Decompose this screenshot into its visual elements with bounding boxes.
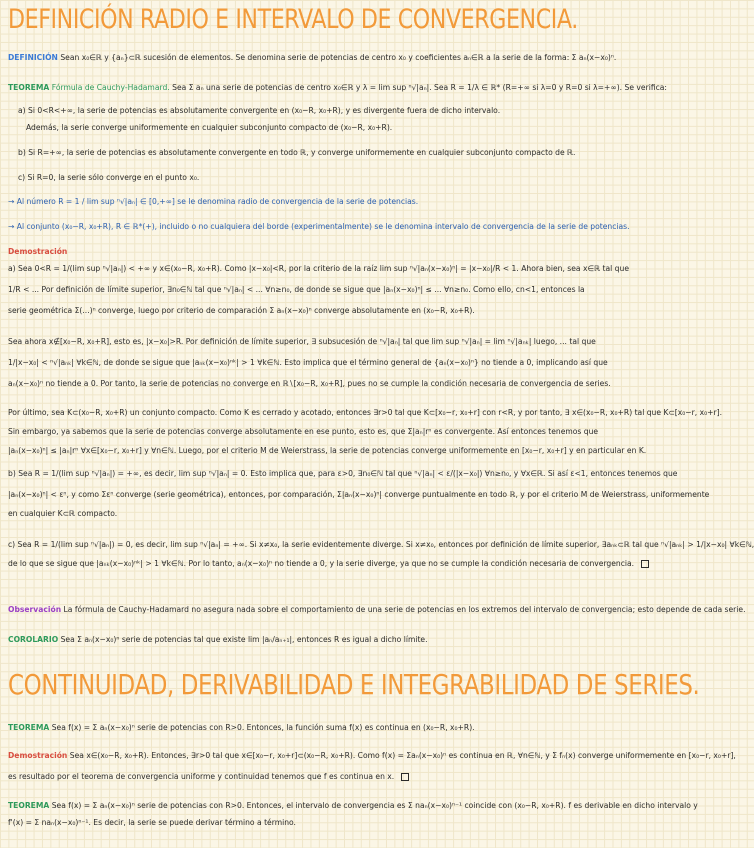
dem1-line: a) Sea 0<R = 1/(lim sup ⁿ√|aₙ|) < +∞ y x∈(x₀−R, x₀+R). Como |x−x₀|<R, por la criterio de la raíz lim sup ⁿ√|aₙ(x−x₀)ⁿ| = |x−x₀|/R < 1. Ahora bien, sea x∈ℝ tal que (8, 264, 629, 273)
qed-square-icon (641, 560, 649, 568)
corolario-label: COROLARIO (8, 635, 59, 644)
observacion-block (8, 604, 746, 615)
teorema1-text: Sea Σ aₙ una serie de potencias de centro x₀∈ℝ y λ = lim sup ⁿ√|aₙ|. Sea R = 1/λ ∈ ℝ* (R=+∞ si λ=0 y R=0 si λ=+∞). Se verifica: (172, 83, 667, 92)
teorema1-item-a: a) Si 0<R<+∞, la serie de potencias es absolutamente convergente en (x₀−R, x₀+R), y es divergente fuera de dicho intervalo. (18, 106, 501, 115)
notas-block (8, 196, 648, 232)
teorema1-item-a-extra: Además, la serie converge uniformemente en cualquier subconjunto compacto de (x₀−R, x₀+R). (26, 123, 393, 132)
dem1-line: 1/R < ... Por definición de límite superior, ∃n₀∈ℕ tal que ⁿ√|aₙ| < ... ∀n≥n₀, de donde se sigue que |aₙ(x−x₀)ⁿ| ≤ ... ∀n≥n₀. Como ello, cn<1, entonces la (8, 285, 585, 294)
dem1-line: 1/|x−x₀| < ⁿ√|aₙₖ| ∀k∈ℕ, de donde se sigue que |aₙₖ(x−x₀)ⁿᵏ| > 1 ∀k∈ℕ. Esto implica que el término general de {aₙ(x−x₀)ⁿ} no tiende a 0, implicando así que (8, 358, 608, 367)
teorema2-text: Sea f(x) = Σ aₙ(x−x₀)ⁿ serie de potencias con R>0. Entonces, la función suma f(x) es continua en (x₀−R, x₀+R). (51, 723, 475, 732)
dem1-line: c) Sea R = 1/(lim sup ⁿ√|aₙ|) = 0, es decir, lim sup ⁿ√|aₙ| = +∞. Si x≠x₀, la serie evidentemente diverge. Si x≠x₀, entonces por definición de límite superior, ∃aₙₖ⊂ℝ tal que ⁿ√|aₙₖ| > 1/|x−x₀| ∀k∈ℕ, (8, 540, 754, 549)
dem1-line: Sea ahora x∉[x₀−R, x₀+R], esto es, |x−x₀|>R. Por definición de límite superior, ∃ subsucesión de ⁿ√|aₙ| tal que lim sup ⁿ√|aₙ| = lim ⁿ√|aₙₖ| luego, ... tal que (8, 337, 596, 346)
dem2-line: es resultado por el teorema de convergencia uniforme y continuidad tenemos que f es continua en x. (8, 772, 395, 781)
teorema1-item-c: c) Si R=0, la serie sólo converge en el punto x₀. (18, 173, 200, 182)
definicion-label: DEFINICIÓN (8, 53, 58, 62)
teorema-cauchy-hadamard (8, 82, 667, 183)
teorema3-line: Sea f(x) = Σ aₙ(x−x₀)ⁿ serie de potencias con R>0. Entonces, el intervalo de convergencia es Σ naₙ(x−x₀)ⁿ⁻¹ coincide con (x₀−R, x₀+R). f es derivable en dicho intervalo y (51, 801, 698, 810)
nota-radio: → Al número R = 1 / lim sup ⁿ√|aₙ| ∈ [0,+∞] se le denomina radio de convergencia de la serie de potencias. (8, 197, 419, 206)
demostracion2-label: Demostración (8, 751, 68, 760)
demostracion1-label: Demostración (8, 247, 68, 256)
corolario-text: Sea Σ aₙ(x−x₀)ⁿ serie de potencias tal que existe lim |aₙ/aₙ₊₁|, entonces R es igual a dicho límite. (60, 635, 428, 644)
demostracion1-block (8, 246, 754, 569)
dem1-line: Sin embargo, ya sabemos que la serie de potencias converge absolutamente en ese punto, esto es, que Σ|aₙ|rⁿ es convergente. Así entonces tenemos que (8, 427, 599, 436)
dem1-line: de lo que se sigue que |aₙₖ(x−x₀)ⁿᵏ| > 1 ∀k∈ℕ. Por lo tanto, aₙ(x−x₀)ⁿ no tiende a 0, y la serie diverge, ya que no se cumple la condición necesaria de convergencia. (8, 559, 635, 568)
definicion-block (8, 52, 648, 63)
section-title-continuidad: CONTINUIDAD, DERIVABILIDAD E INTEGRABILIDAD DE SERIES. (8, 668, 700, 701)
dem1-line: |aₙ(x−x₀)ⁿ| < εⁿ, y como Σεⁿ converge (serie geométrica), entonces, por comparación, Σ|aₙ(x−x₀)ⁿ| converge puntualmente en todo ℝ, y por el criterio M de Weierstrass, uniformemente (8, 490, 710, 499)
demostracion2-block (8, 750, 736, 782)
teorema1-heading: Fórmula de Cauchy-Hadamard. (51, 83, 170, 92)
teorema-continuidad (8, 722, 648, 733)
teorema2-label: TEOREMA (8, 723, 50, 732)
teorema3-line: f'(x) = Σ naₙ(x−x₀)ⁿ⁻¹. Es decir, la serie se puede derivar término a término. (8, 818, 296, 827)
dem1-line: serie geométrica Σ(...)ⁿ converge, luego por criterio de comparación Σ aₙ(x−x₀)ⁿ converge absolutamente en (x₀−R, x₀+R). (8, 306, 475, 315)
teorema1-item-b: b) Si R=+∞, la serie de potencias es absolutamente convergente en todo ℝ, y converge uniformemente en cualquier subconjunto compacto de ℝ. (18, 148, 576, 157)
teorema1-label: TEOREMA (8, 83, 50, 92)
teorema3-label: TEOREMA (8, 801, 50, 810)
dem1-line: en cualquier K⊂ℝ compacto. (8, 509, 118, 518)
dem2-line: Sea x∈(x₀−R, x₀+R). Entonces, ∃r>0 tal que x∈[x₀−r, x₀+r]⊂(x₀−R, x₀+R). Como f(x) = Σaₙ(x−x₀)ⁿ es continua en ℝ, ∀n∈ℕ, y Σ fₙ(x) converge uniformemente en [x₀−r, x₀+r], (69, 751, 736, 760)
section-title-convergencia: DEFINICIÓN RADIO E INTERVALO DE CONVERGENCIA. (8, 4, 578, 35)
qed-square-icon (401, 773, 409, 781)
observacion-text: La fórmula de Cauchy-Hadamard no asegura nada sobre el comportamiento de una serie de potencias en los extremos del intervalo de convergencia; esto depende de cada serie. (63, 605, 746, 614)
dem1-line: Por último, sea K⊂(x₀−R, x₀+R) un conjunto compacto. Como K es cerrado y acotado, entonces ∃r>0 tal que K⊂[x₀−r, x₀+r] con r<R, y por tanto, ∃ x∈(x₀−R, x₀+R) tal que K⊂[x₀−r, x₀+r]. (8, 408, 723, 417)
dem1-line: b) Sea R = 1/(lim sup ⁿ√|aₙ|) = +∞, es decir, lim sup ⁿ√|aₙ| = 0. Esto implica que, para ε>0, ∃n₀∈ℕ tal que ⁿ√|aₙ| < ε/(|x−x₀|) ∀n≥n₀, y ∀x∈ℝ. Si así ε<1, entonces tenemos que (8, 469, 678, 478)
dem1-line: aₙ(x−x₀)ⁿ no tiende a 0. Por tanto, la serie de potencias no converge en ℝ∖[x₀−R, x₀+R], pues no se cumple la condición necesaria de convergencia de series. (8, 379, 611, 388)
definicion-text: Sean x₀∈ℝ y {aₙ}⊂ℝ sucesión de elementos. Se denomina serie de potencias de centro x₀ y coeficientes aₙ∈ℝ a la serie de la forma: Σ aₙ(x−x₀)ⁿ. (60, 53, 617, 62)
corolario-block (8, 634, 648, 645)
observacion-label: Observación (8, 605, 62, 614)
dem1-line: |aₙ(x−x₀)ⁿ| ≤ |aₙ|rⁿ ∀x∈[x₀−r, x₀+r] y ∀n∈ℕ. Luego, por el criterio M de Weierstrass, la serie de potencias converge uniformemente en [x₀−r, x₀+r] y en particular en K. (8, 446, 647, 455)
nota-intervalo: → Al conjunto (x₀−R, x₀+R), R ∈ ℝ*(+), incluido o no cualquiera del borde (experimentalmente) se le denomina intervalo de convergencia de la serie de potencias. (8, 222, 630, 231)
teorema-derivabilidad (8, 800, 698, 828)
